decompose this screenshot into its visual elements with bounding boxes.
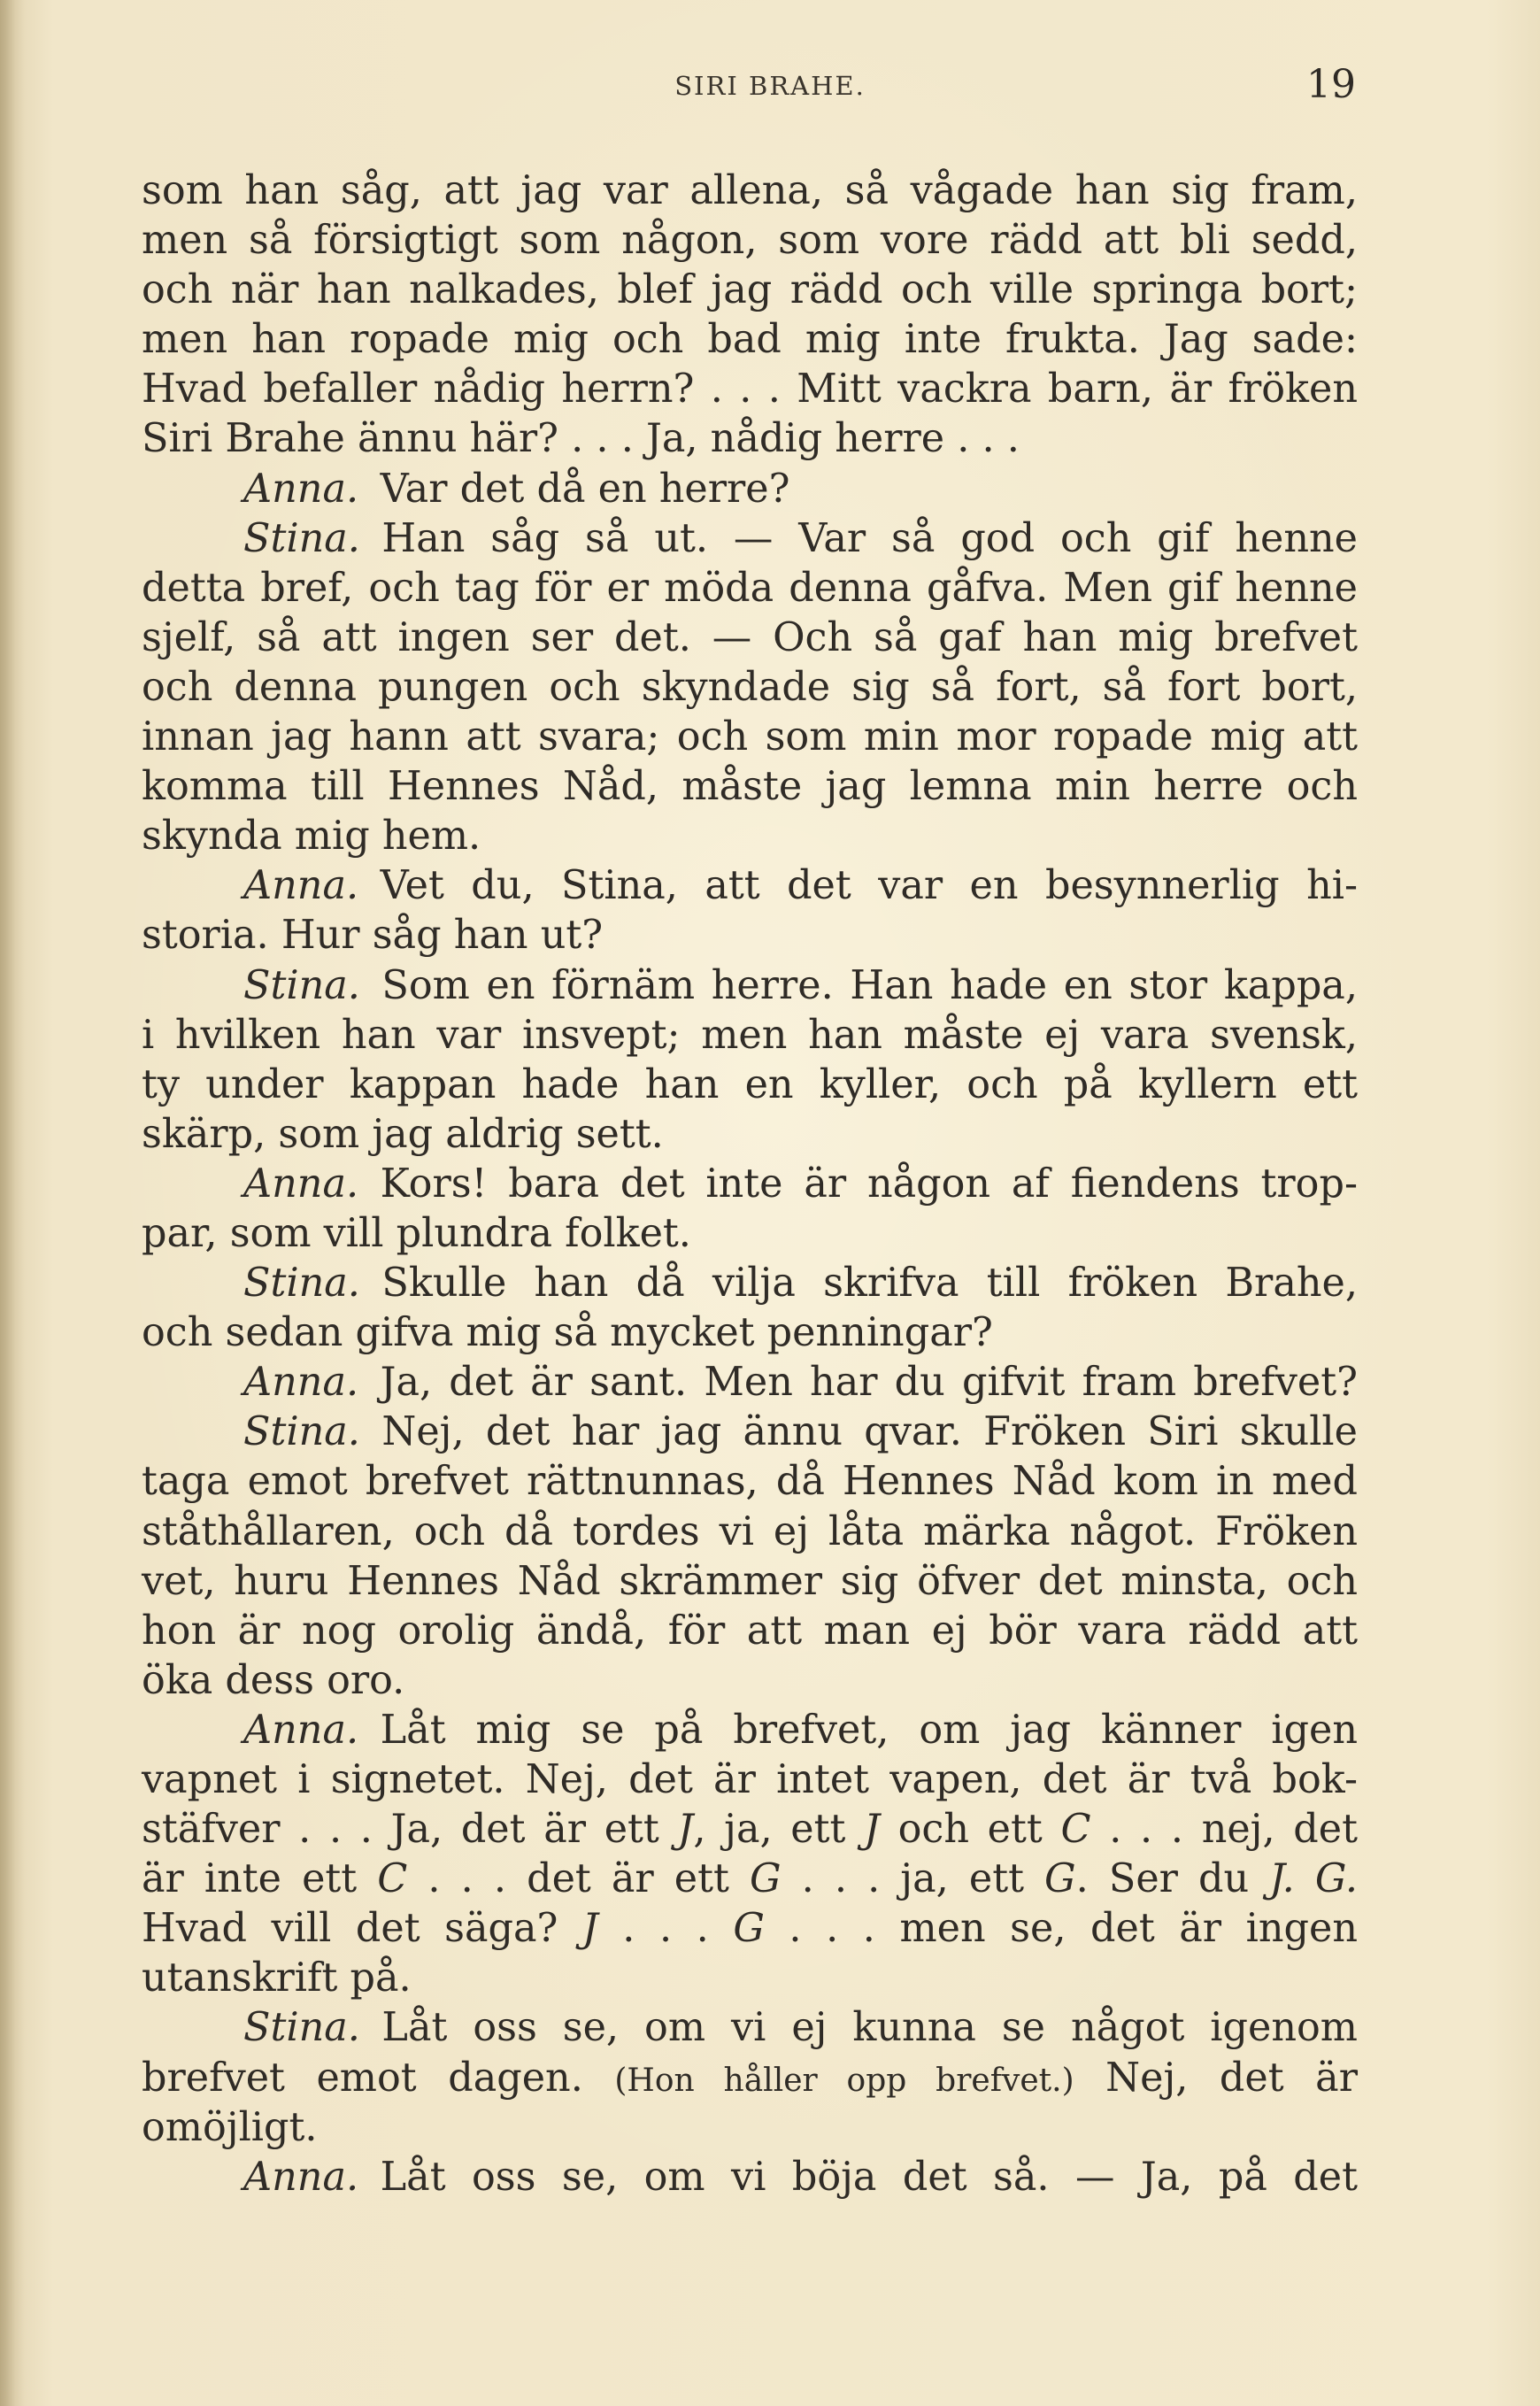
text-line: och denna pungen och skyndade sig så fort, så fort bort, [142,664,1358,710]
text-line: omöjligt. [142,2104,318,2150]
dialogue-line: Anna. Var det då en herre? [243,466,790,512]
speaker-name: Anna. [243,2154,359,2200]
dialogue-line: Stina. Nej, det har jag ännu qvar. Fröken Siri skulle [243,1409,1358,1455]
dialogue-line: Anna. Vet du, Stina, att det var en besynnerlig hi- [243,863,1358,909]
speaker-name: Stina. [243,1409,360,1455]
initial-letter: J [677,1807,694,1853]
dialogue-line: Anna. Ja, det är sant. Men har du gifvit fram brefvet? [243,1360,1358,1406]
text-line: hon är nog orolig ändå, för att man ej bör vara rädd att [142,1608,1358,1654]
initial-letter: J [864,1807,880,1853]
text-line: innan jag hann att svara; och som min mor ropade mig att [142,714,1358,760]
text-line: som han såg, att jag var allena, så vågade han sig fram, [142,168,1358,213]
text-line: skärp, som jag aldrig sett. [142,1111,664,1157]
text-line: ty under kappan hade han en kyller, och på kyllern ett [142,1061,1358,1107]
running-head [0,62,1540,124]
initial-letter: G [1044,1856,1076,1902]
dialogue-line: Anna. Låt mig se på brefvet, om jag känner igen [243,1707,1358,1753]
speaker-name: Anna. [243,1360,359,1406]
text-line: detta bref, och tag för er möda denna gåfva. Men gif henne [142,565,1358,611]
text-line: men han ropade mig och bad mig inte frukta. Jag sade: [142,317,1358,363]
initial-letter: G [749,1856,782,1902]
dialogue-line: Anna. Kors! bara det inte är någon af fiendens trop- [243,1161,1358,1207]
text-line: storia. Hur såg han ut? [142,913,604,959]
text-line: Hvad befaller nådig herrn? . . . Mitt vackra barn, är fröken [142,366,1358,413]
dialogue-line: Stina. Som en förnäm herre. Han hade en stor kappa, [243,962,1358,1008]
speaker-name: Anna. [243,1707,359,1753]
text-line: sjelf, så att ingen ser det. — Och så gaf han mig brefvet [142,614,1358,660]
text-line: Hvad vill det säga? J . . . G . . . men se, det är ingen [142,1906,1358,1952]
text-line: utanskrift på. [142,1955,412,2001]
text-line: brefvet emot dagen. (Hon håller opp brefvet.) Nej, det är [142,2055,1358,2101]
text-line: vapnet i signetet. Nej, det är intet vapen, det är två bok- [142,1757,1358,1802]
text-line: och sedan gifva mig så mycket penningar? [142,1310,993,1356]
speaker-name: Anna. [243,1161,359,1207]
text-line: och när han nalkades, blef jag rädd och ville springa bort; [142,267,1358,313]
speaker-name: Stina. [243,2005,360,2051]
dialogue-line: Anna. Låt oss se, om vi böja det så. — Ja, på det [243,2154,1358,2200]
text-line: stäfver . . . Ja, det är ett J, ja, ett J och ett C . . . nej, det [142,1807,1359,1853]
text-line: par, som vill plundra folket. [142,1210,691,1256]
running-head-title: SIRI BRAHE. [674,71,866,101]
speaker-name: Anna. [243,466,359,512]
speaker-name: Anna. [243,863,359,909]
dialogue-line: Stina. Han såg så ut. — Var så god och gif henne [243,515,1358,561]
body-text [142,166,1358,2202]
dialogue-line: Stina. Låt oss se, om vi ej kunna se något igenom [243,2005,1358,2051]
speaker-name: Stina. [243,1261,360,1307]
initial-letter: C [1060,1807,1091,1853]
initial-letter: G [733,1906,765,1952]
text-line: taga emot brefvet rättnunnas, då Hennes Nåd kom in med [142,1459,1358,1505]
page-gutter-shadow [0,0,25,2406]
text-line: komma till Hennes Nåd, måste jag lemna min herre och [142,764,1358,810]
text-line: ståthållaren, och då tordes vi ej låta märka något. Fröken [142,1508,1358,1554]
text-line: i hvilken han var insvept; men han måste ej vara svensk, [142,1012,1358,1058]
initial-letter: C [377,1856,408,1902]
stage-direction: (Hon håller opp brefvet.) [614,2062,1074,2099]
speaker-name: Stina. [243,962,360,1008]
text-line: skynda mig hem. [142,814,481,860]
dialogue-line: Stina. Skulle han då vilja skrifva till fröken Brahe, [243,1261,1358,1307]
text-line: men så försigtigt som någon, som vore rädd att bli sedd, [142,218,1358,264]
initial-letter: J. G. [1269,1856,1358,1902]
initial-letter: J [581,1906,598,1952]
text-line: öka dess oro. [142,1657,405,1703]
page-number: 19 [1306,62,1356,107]
text-line: Siri Brahe ännu här? . . . Ja, nådig herre . . . [142,416,1020,462]
speaker-name: Stina. [243,515,360,561]
text-line: är inte ett C . . . det är ett G . . . ja, ett G. Ser du J. G. [142,1856,1358,1902]
text-line: vet, huru Hennes Nåd skrämmer sig öfver det minsta, och [142,1558,1358,1604]
